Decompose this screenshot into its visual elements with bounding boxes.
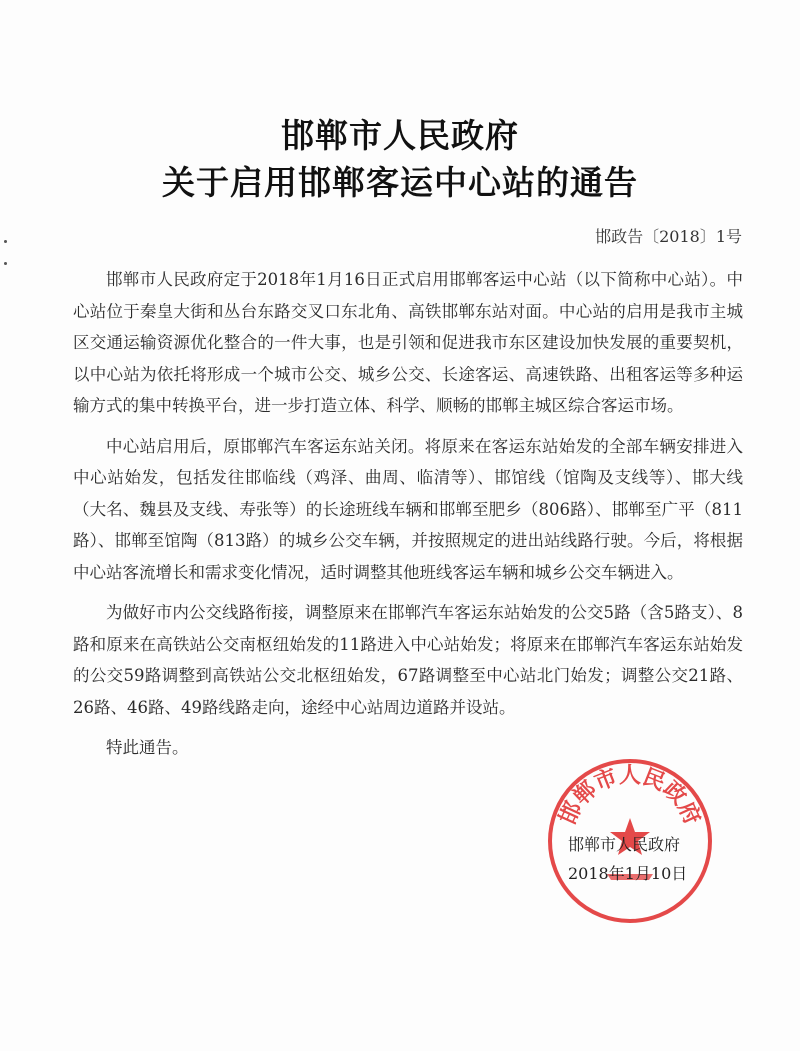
seal-arc-text: 邯郸市人民政府 bbox=[555, 763, 705, 829]
signature-date: 2018年1月10日 bbox=[568, 864, 688, 883]
signature-organization: 邯郸市人民政府 bbox=[568, 835, 681, 854]
paragraph-2: 中心站启用后，原邯郸汽车客运东站关闭。将原来在客运东站始发的全部车辆安排进入中心站始发，包括发往邯临线（鸡泽、曲周、临清等）、邯馆线（馆陶及支线等）、邯大线（大名、魏县及支线、寿张等）的长途班线车辆和邯郸至肥乡（806路）、邯郸至广平（811路）、邯郸至馆陶（813路）的城乡公交车辆，并按照规定的进出站线路行驶。今后，将根据中心站客流增长和需求变化情况，适时调整其他班线客运车辆和城乡公交车辆进入。 bbox=[73, 436, 743, 582]
paragraph-1: 邯郸市人民政府定于2018年1月16日正式启用邯郸客运中心站（以下简称中心站）。中心站位于秦皇大街和丛台东路交叉口东北角、高铁邯郸东站对面。中心站的启用是我市主城区交通运输资源优化整合的一件大事，也是引领和促进我市东区建设加快发展的重要契机，以中心站为依托将形成一个城市公交、城乡公交、长途客运、高速铁路、出租客运等多种运输方式的集中转换平台，进一步打造立体、科学、顺畅的邯郸主城区综合客运市场。 bbox=[73, 270, 743, 415]
document-number: 邯政告〔2018〕1号 bbox=[595, 227, 742, 246]
document-body bbox=[73, 264, 743, 773]
scan-speck bbox=[4, 262, 7, 265]
paragraph-4: 特此通告。 bbox=[106, 738, 189, 757]
signature-block bbox=[568, 830, 718, 888]
scan-speck bbox=[4, 240, 7, 243]
document-title-line-1: 邯郸市人民政府 bbox=[281, 116, 519, 155]
paragraph-3: 为做好市内公交线路衔接，调整原来在邯郸汽车客运东站始发的公交5路（含5路支）、8路和原来在高铁站公交南枢纽始发的11路进入中心站始发；将原来在邯郸汽车客运东站始发的公交59路调整到高铁站公交北枢纽始发，67路调整至中心站北门始发；调整公交21路、26路、46路、49路线路走向，途经中心站周边道路并设站。 bbox=[73, 603, 743, 717]
document-title-line-2: 关于启用邯郸客运中心站的通告 bbox=[162, 163, 638, 202]
